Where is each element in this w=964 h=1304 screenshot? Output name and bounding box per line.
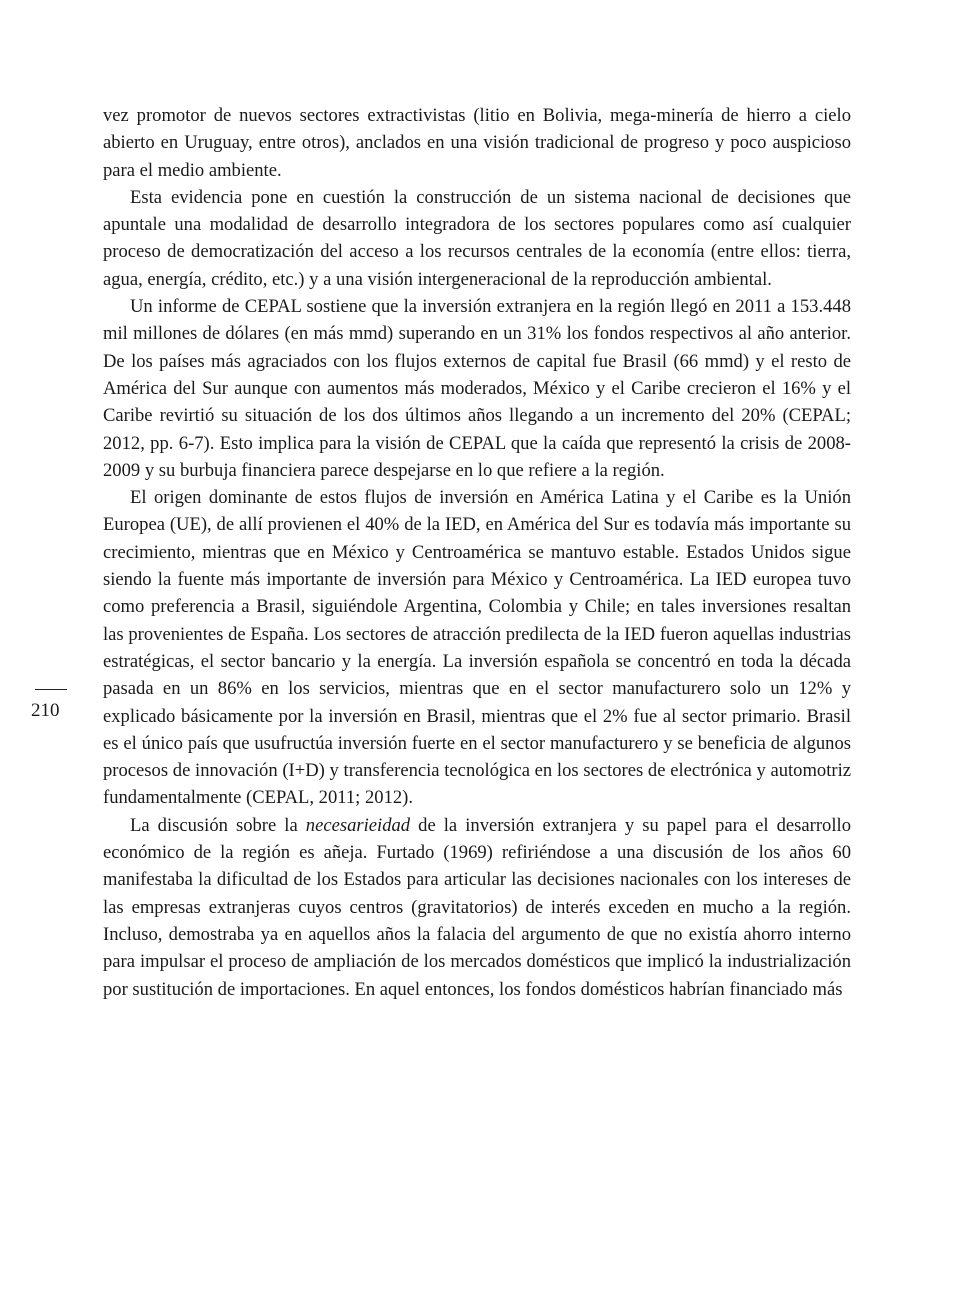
italic-term: necesarieidad <box>305 814 411 836</box>
paragraph: El origen dominante de estos flujos de inversión en América Latina y el Caribe es la Unión Europea (UE), de allí provienen el 40% de la IED, en América del Sur es todavía más importante su crecimiento, mientras que en México y Centroamérica se mantuvo estable. Estados Unidos sigue siendo la fuente más importante de inversión para México y Centroamérica. La IED europea tuvo como preferencia a Brasil, siguiéndole Argentina, Colombia y Chile; en tales inversiones resaltan las provenientes de España. Los sectores de atracción predilecta de la IED fueron aquellas industrias estratégicas, el sector bancario y la energía. La inversión española se concentró en toda la década pasada en un 86% en los servicios, mientras que en el sector manufacturero solo un 12% y explicado básicamente por la inversión en Brasil, mientras que el 2% fue al sector primario. Brasil es el único país que usufructúa inversión fuerte en el sector manufacturero y se beneficia de algunos procesos de innovación (I+D) y transferencia tecnológica en los sectores de electrónica y automotriz fundamentalmente (CEPAL, 2011; 2012). <box>103 487 851 809</box>
paragraph: Un informe de CEPAL sostiene que la inversión extranjera en la región llegó en 2011 a 153.448 mil millones de dólares (en más mmd) superando en un 31% los fondos respectivos al año anterior. De los países más agraciados con los flujos externos de capital fue Brasil (66 mmd) y el resto de América del Sur aunque con aumentos más moderados, México y el Caribe crecieron el 16% y el Caribe revirtió su situación de los dos últimos años llegando a un incremento del 20% (CEPAL; 2012, pp. 6-7). Esto implica para la visión de CEPAL que la caída que representó la crisis de 2008-2009 y su burbuja financiera parece despejarse en lo que refiere a la región. <box>103 296 851 481</box>
paragraph: Esta evidencia pone en cuestión la construcción de un sistema nacional de decisiones que apuntale una modalidad de desarrollo integradora de los sectores populares como así cualquier proceso de democratización del acceso a los recursos centrales de la economía (entre ellos: tierra, agua, energía, crédito, etc.) y a una visión intergeneracional de la reproducción ambiental. <box>103 186 851 290</box>
paragraph-last <box>103 812 851 1003</box>
text-run: de la inversión extranjera y su papel para el desarrollo económico de la región es añeja. Furtado (1969) refiriéndose a una discusión de los años 60 manifestaba la dificultad de los Estados para articular las decisiones nacionales con los intereses de las empresas extranjeras cuyos centros (gravitatorios) de interés exceden en mucho a la región. Incluso, demostraba ya en aquellos años la falacia del argumento de que no existía ahorro interno para impulsar el proceso de ampliación de los mercados domésticos que implicó la industrialización por sustitución de importaciones. En aquel entonces, los fondos domésticos habrían financiado más <box>103 814 851 1000</box>
text-run: La discusión sobre la <box>130 814 306 836</box>
body-text <box>103 102 851 1003</box>
page-number: 210 <box>31 700 60 721</box>
paragraph-continued: vez promotor de nuevos sectores extractivistas (litio en Bolivia, mega-minería de hierro a cielo abierto en Uruguay, entre otros), anclados en una visión tradicional de progreso y poco auspicioso para el medio ambiente. <box>103 105 851 181</box>
page-number-rule <box>35 689 67 690</box>
